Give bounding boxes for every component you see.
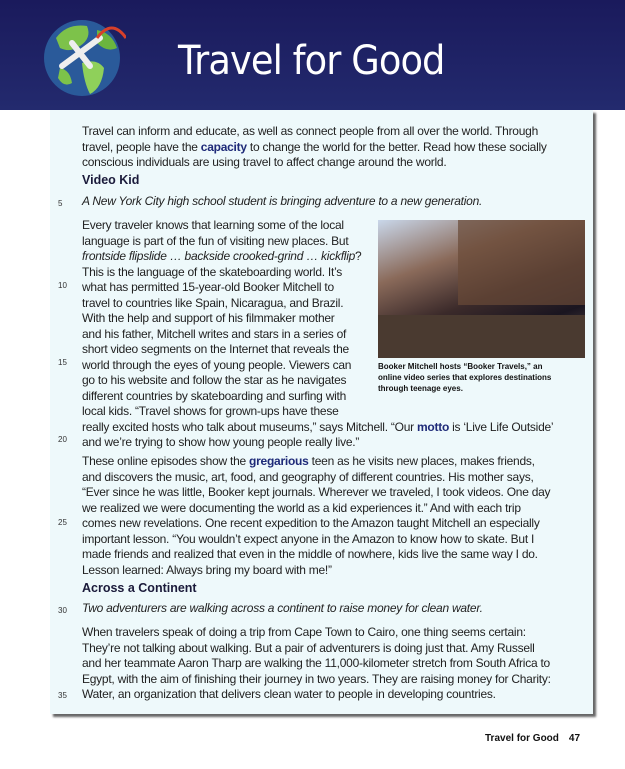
text-segment: When travelers speak of doing a trip from Cape Town to Cairo, one thing seems certain: bbox=[82, 625, 526, 639]
text-segment: Travel can inform and educate, as well as connect people from all over the world. Through bbox=[82, 124, 539, 138]
text-line bbox=[82, 435, 553, 451]
text-segment: we realized we were documenting the world as a kid experiences it.” And with each trip bbox=[82, 500, 521, 515]
text-line bbox=[82, 641, 551, 657]
caption-line: through teenage eyes. bbox=[378, 384, 463, 393]
section-heading-across-a-continent: Across a Continent bbox=[82, 581, 197, 595]
vocabulary-word: capacity bbox=[200, 139, 247, 154]
globe-with-airplane-icon bbox=[42, 8, 126, 102]
building-shape bbox=[458, 220, 585, 305]
line-number: 15 bbox=[58, 358, 67, 367]
text-segment: is ‘Live Life Outside’ bbox=[449, 419, 554, 434]
text-line bbox=[82, 672, 551, 688]
section-subtitle: Two adventurers are walking across a continent to raise money for clean water. bbox=[82, 601, 483, 615]
text-segment: Egypt, with the aim of finishing their journey in two years. They are raising money for Charity: bbox=[82, 671, 551, 686]
text-segment: They’re not talking about walking. But a pair of adventurers is doing just that. Amy Russell bbox=[82, 640, 535, 655]
text-segment: ? bbox=[355, 249, 362, 263]
line-number: 20 bbox=[58, 435, 67, 444]
text-segment: travel, people have the bbox=[82, 139, 201, 154]
text-segment: made friends and realized that even in the middle of nowhere, kids live the same way I do. bbox=[82, 547, 538, 561]
text-segment: local kids. “Travel shows for grown-ups have these bbox=[82, 404, 339, 418]
text-segment: Every traveler knows that learning some of the local bbox=[82, 218, 344, 232]
text-line bbox=[82, 404, 553, 420]
text-segment: teen as he visits new places, makes friends, bbox=[308, 454, 535, 468]
text-segment: really excited hosts who talk about museums,” says Mitchell. “Our bbox=[82, 419, 417, 434]
section-heading-video-kid: Video Kid bbox=[82, 173, 140, 187]
text-segment: to change the world for the better. Read how these socially bbox=[246, 139, 547, 154]
text-segment: and his father, Mitchell writes and stars in a series of bbox=[82, 326, 347, 341]
text-segment: and discovers the music, art, food, and geography of different countries. His mother says, bbox=[82, 469, 534, 484]
page-footer bbox=[485, 733, 580, 744]
intro-paragraph bbox=[82, 124, 547, 171]
text-segment: short video segments on the Internet that reveals the bbox=[82, 342, 349, 356]
text-line bbox=[82, 625, 551, 641]
text-line bbox=[82, 563, 550, 579]
text-segment: important lesson. “You wouldn’t expect anyone in the Amazon to know how to skate. But I bbox=[82, 531, 535, 546]
line-number: 30 bbox=[58, 606, 67, 615]
text-segment: conscious individuals are using travel to affect change around the world. bbox=[82, 155, 447, 169]
paragraph-video-kid-2 bbox=[82, 454, 550, 578]
text-segment: “Ever since he was little, Booker kept journals. Wherever we traveled, I took videos. One day bbox=[82, 485, 551, 499]
text-segment: world through the eyes of young people. Viewers can bbox=[82, 357, 352, 372]
text-segment: travel to countries like Spain, Nicaragua, and Brazil. bbox=[82, 295, 344, 310]
line-number: 5 bbox=[58, 199, 63, 208]
text-line bbox=[82, 687, 551, 703]
vocabulary-word: motto bbox=[416, 419, 450, 434]
line-number: 35 bbox=[58, 691, 67, 700]
text-segment: Water, an organization that delivers clean water to people in developing countries. bbox=[82, 687, 496, 701]
photo-caption bbox=[378, 361, 551, 394]
text-segment: go to his website and follow the star as he navigates bbox=[82, 373, 347, 387]
text-line bbox=[82, 656, 551, 672]
footer-title: Travel for Good bbox=[485, 733, 559, 744]
text-segment: language is part of the fun of visiting new places. But bbox=[82, 233, 349, 248]
caption-line: online video series that explores destinations bbox=[378, 373, 552, 382]
text-line bbox=[82, 501, 550, 517]
text-segment: what has permitted 15-year-old Booker Mitchell to bbox=[82, 280, 334, 294]
text-line bbox=[82, 454, 550, 470]
text-segment: This is the language of the skateboarding world. It’s bbox=[82, 264, 343, 279]
text-segment: Lesson learned: Always bring my board with me!” bbox=[82, 562, 332, 577]
text-segment: and we’re trying to show how young people really live.” bbox=[82, 435, 360, 449]
page-number: 47 bbox=[568, 733, 581, 744]
text-segment: different countries by skateboarding and surfing with bbox=[82, 388, 347, 403]
text-line bbox=[82, 155, 547, 171]
vocabulary-word: gregarious bbox=[249, 454, 309, 468]
text-segment: comes new revelations. One recent expedition to the Amazon taught Mitchell an especially bbox=[82, 516, 540, 530]
paragraph-across-a-continent bbox=[82, 625, 551, 703]
line-number: 10 bbox=[58, 281, 67, 290]
page-title: Travel for Good bbox=[178, 38, 445, 84]
section-subtitle: A New York City high school student is bringing adventure to a new generation. bbox=[82, 194, 483, 208]
boardwalk-shape bbox=[378, 315, 585, 358]
text-segment: frontside flipslide … backside crooked-grind … kickflip bbox=[82, 249, 356, 263]
text-line bbox=[82, 532, 550, 548]
text-segment: These online episodes show the bbox=[82, 454, 250, 468]
text-line bbox=[82, 485, 550, 501]
booker-mitchell-photo bbox=[378, 220, 585, 358]
text-segment: With the help and support of his filmmaker mother bbox=[82, 311, 335, 325]
line-number: 25 bbox=[58, 518, 67, 527]
caption-line: Booker Mitchell hosts “Booker Travels,” an bbox=[378, 362, 543, 371]
page-header bbox=[0, 0, 625, 110]
text-segment: and her teammate Aaron Tharp are walking the 11,000-kilometer stretch from South Africa to bbox=[82, 656, 550, 670]
text-line bbox=[82, 420, 553, 436]
text-line bbox=[82, 124, 547, 140]
text-line bbox=[82, 140, 547, 156]
text-line bbox=[82, 516, 550, 532]
text-line bbox=[82, 470, 550, 486]
text-line bbox=[82, 547, 550, 563]
